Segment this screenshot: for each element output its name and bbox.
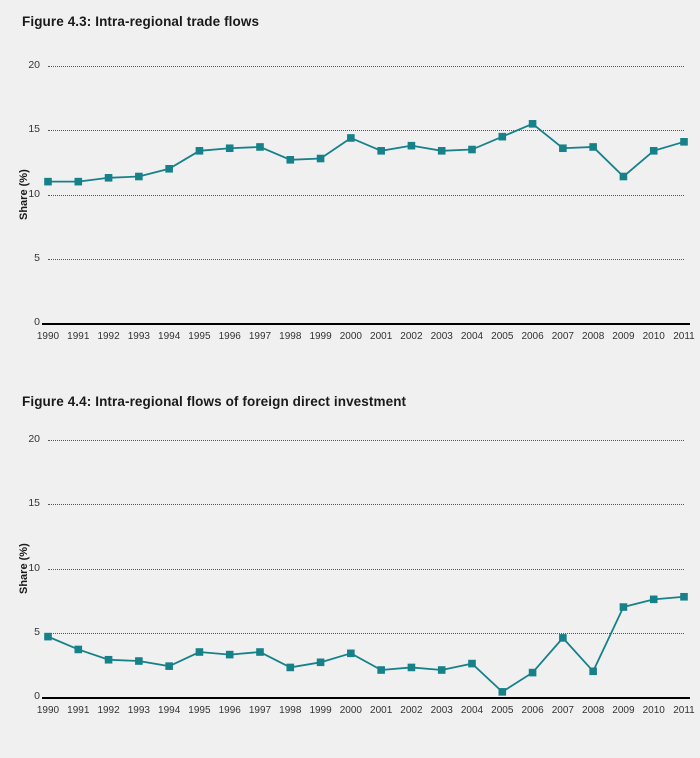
x-axis-tick-label: 2005 bbox=[491, 705, 514, 716]
x-axis-tick-label: 1996 bbox=[218, 331, 241, 342]
x-axis-tick-label: 2003 bbox=[430, 705, 453, 716]
y-axis-tick-label: 15 bbox=[28, 123, 40, 136]
x-axis-tick-label: 2004 bbox=[460, 705, 484, 716]
series-marker bbox=[135, 657, 143, 665]
series-marker bbox=[165, 662, 173, 670]
y-axis-tick-label: 0 bbox=[34, 316, 40, 328]
x-axis-tick-label: 2002 bbox=[400, 705, 423, 716]
series-marker bbox=[377, 666, 385, 674]
series-marker bbox=[468, 146, 476, 154]
series-marker bbox=[650, 147, 658, 155]
x-axis-tick-label: 1996 bbox=[218, 705, 241, 716]
series-marker bbox=[226, 144, 234, 152]
y-axis-tick-label: 20 bbox=[28, 433, 40, 445]
y-axis-label: Share (%) bbox=[18, 543, 30, 594]
x-axis-tick-label: 1993 bbox=[127, 331, 150, 342]
series-marker bbox=[44, 178, 52, 186]
series-marker bbox=[650, 596, 658, 604]
x-axis-tick-label: 2004 bbox=[460, 331, 484, 342]
x-axis-tick-label: 1990 bbox=[36, 705, 60, 716]
x-axis-tick-label: 2006 bbox=[521, 331, 544, 342]
x-axis-tick-label: 1999 bbox=[309, 331, 332, 342]
x-axis-tick-label: 2005 bbox=[491, 331, 514, 342]
y-axis-tick-label: 5 bbox=[34, 251, 40, 264]
series-marker bbox=[105, 174, 113, 182]
series-marker bbox=[317, 155, 325, 163]
series-marker bbox=[135, 173, 143, 181]
x-axis-tick-label: 2001 bbox=[370, 705, 393, 716]
series-marker bbox=[286, 156, 294, 164]
series-marker bbox=[165, 165, 173, 173]
series-marker bbox=[408, 142, 416, 150]
series-marker bbox=[408, 664, 416, 672]
x-axis-tick-label: 2002 bbox=[400, 331, 423, 342]
x-axis-tick-label: 2009 bbox=[612, 331, 635, 342]
series-line bbox=[48, 597, 684, 692]
x-axis-tick-label: 2010 bbox=[642, 705, 665, 716]
series-marker bbox=[74, 178, 82, 186]
x-axis-tick-label: 2001 bbox=[370, 331, 393, 342]
x-axis-tick-label: 1998 bbox=[279, 705, 302, 716]
x-axis-tick-label: 1992 bbox=[97, 705, 120, 716]
x-axis-tick-label: 1995 bbox=[188, 331, 211, 342]
x-axis-tick-label: 2007 bbox=[551, 705, 574, 716]
series-marker bbox=[438, 147, 446, 155]
x-axis-tick-label: 1999 bbox=[309, 705, 332, 716]
series-marker bbox=[105, 656, 113, 664]
x-axis-tick-label: 2003 bbox=[430, 331, 453, 342]
x-axis-tick-label: 2006 bbox=[521, 705, 544, 716]
series-marker bbox=[498, 133, 506, 141]
series-marker bbox=[438, 666, 446, 674]
y-axis-tick-label: 0 bbox=[34, 690, 40, 702]
x-axis-tick-label: 1991 bbox=[67, 705, 90, 716]
x-axis-tick-label: 2009 bbox=[612, 705, 635, 716]
figure-title: Figure 4.4: Intra-regional flows of foreign direct investment bbox=[22, 394, 407, 409]
series-marker bbox=[196, 147, 204, 155]
x-axis-tick-label: 1990 bbox=[36, 331, 60, 342]
figure-intra-regional-fdi-flows bbox=[0, 380, 700, 758]
x-axis-tick-label: 1998 bbox=[279, 331, 302, 342]
series-marker bbox=[286, 664, 294, 672]
x-axis-tick-label: 1995 bbox=[188, 705, 211, 716]
x-axis-tick-label: 2010 bbox=[642, 331, 665, 342]
series-marker bbox=[347, 650, 355, 658]
y-axis-tick-label: 10 bbox=[28, 187, 40, 200]
x-axis-tick-label: 1992 bbox=[97, 331, 120, 342]
y-axis-label: Share (%) bbox=[18, 169, 30, 220]
series-marker bbox=[468, 660, 476, 668]
series-marker bbox=[196, 648, 204, 656]
series-marker bbox=[620, 173, 628, 181]
x-axis-tick-label: 2008 bbox=[582, 331, 605, 342]
series-marker bbox=[74, 646, 82, 654]
series-marker bbox=[377, 147, 385, 155]
data-series bbox=[0, 380, 700, 758]
series-marker bbox=[226, 651, 234, 659]
series-marker bbox=[347, 134, 355, 142]
series-marker bbox=[559, 144, 567, 152]
x-axis-tick-label: 2008 bbox=[582, 705, 605, 716]
series-line bbox=[48, 124, 684, 182]
series-marker bbox=[317, 659, 325, 667]
series-marker bbox=[559, 634, 567, 642]
figure-title: Figure 4.3: Intra-regional trade flows bbox=[22, 14, 260, 29]
series-marker bbox=[498, 688, 506, 696]
series-marker bbox=[589, 668, 597, 676]
y-axis-tick-label: 10 bbox=[28, 561, 40, 574]
x-axis-tick-label: 2007 bbox=[551, 331, 574, 342]
series-marker bbox=[529, 120, 537, 128]
series-marker bbox=[680, 138, 688, 146]
series-marker bbox=[256, 648, 264, 656]
x-axis-tick-label: 2000 bbox=[339, 705, 362, 716]
y-axis-tick-label: 5 bbox=[34, 625, 40, 638]
series-marker bbox=[680, 593, 688, 601]
y-axis-tick-label: 20 bbox=[28, 59, 40, 71]
x-axis-tick-label: 1994 bbox=[158, 331, 181, 342]
series-marker bbox=[44, 633, 52, 641]
x-axis-tick-label: 2000 bbox=[339, 331, 362, 342]
series-marker bbox=[589, 143, 597, 151]
chart-plot-area bbox=[0, 380, 700, 758]
x-axis-tick-label: 1994 bbox=[158, 705, 181, 716]
series-marker bbox=[256, 143, 264, 151]
x-axis-tick-label: 2011 bbox=[673, 705, 695, 716]
y-axis-tick-label: 15 bbox=[28, 497, 40, 510]
series-marker bbox=[529, 669, 537, 677]
x-axis-tick-label: 1993 bbox=[127, 705, 150, 716]
x-axis-tick-label: 1997 bbox=[248, 331, 272, 342]
series-marker bbox=[620, 603, 628, 611]
x-axis-tick-label: 2011 bbox=[673, 331, 695, 342]
x-axis-tick-label: 1991 bbox=[67, 331, 90, 342]
x-axis-tick-label: 1997 bbox=[248, 705, 272, 716]
